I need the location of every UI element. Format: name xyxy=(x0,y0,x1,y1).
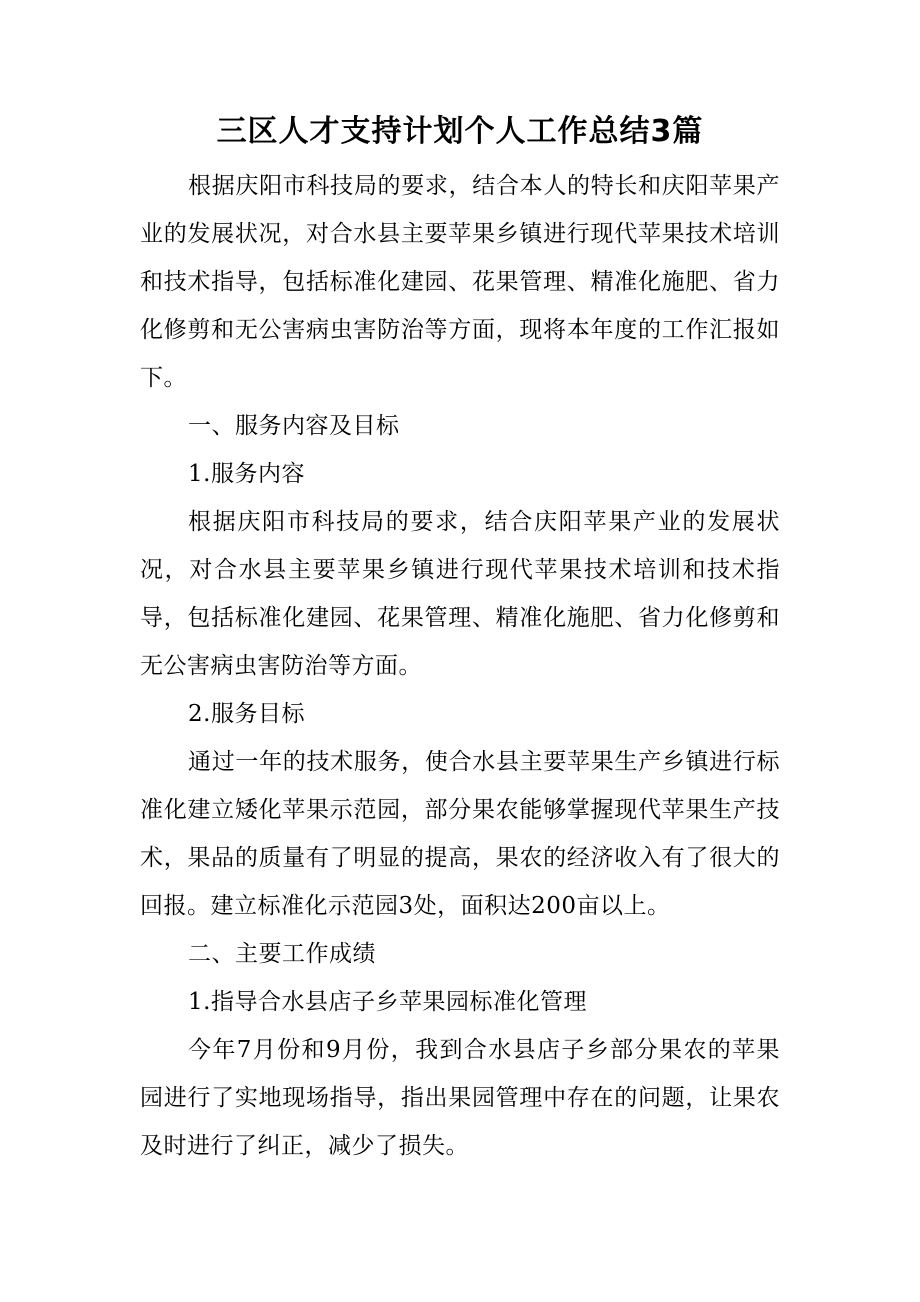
service-content-paragraph: 根据庆阳市科技局的要求，结合庆阳苹果产业的发展状况，对合水县主要苹果乡镇进行现代苹果技术培训和技术指导，包括标准化建园、花果管理、精准化施肥、省力化修剪和无公害病虫害防治等方面。 xyxy=(140,509,780,679)
section-heading-achievements: 二、主要工作成绩 xyxy=(188,941,376,967)
document-page xyxy=(140,108,780,1170)
subheading-service-goal: 2.服务目标 xyxy=(188,701,305,727)
document-title: 三区人才支持计划个人工作总结3篇 xyxy=(216,114,704,149)
subheading-achievement-1: 1.指导合水县店子乡苹果园标准化管理 xyxy=(188,989,587,1015)
intro-paragraph: 根据庆阳市科技局的要求，结合本人的特长和庆阳苹果产业的发展状况，对合水县主要苹果乡镇进行现代苹果技术培训和技术指导，包括标准化建园、花果管理、精准化施肥、省力化修剪和无公害病虫害防治等方面，现将本年度的工作汇报如下。 xyxy=(140,173,780,391)
subheading-service-content: 1.服务内容 xyxy=(188,461,305,487)
section-heading-service: 一、服务内容及目标 xyxy=(188,413,400,439)
achievement-1-paragraph: 今年7月份和9月份，我到合水县店子乡部分果农的苹果园进行了实地现场指导，指出果园管理中存在的问题，让果农及时进行了纠正，减少了损失。 xyxy=(140,1037,780,1159)
service-goal-paragraph: 通过一年的技术服务，使合水县主要苹果生产乡镇进行标准化建立矮化苹果示范园，部分果农能够掌握现代苹果生产技术，果品的质量有了明显的提高，果农的经济收入有了很大的回报。建立标准化示范园3处，面积达200亩以上。 xyxy=(140,749,780,919)
